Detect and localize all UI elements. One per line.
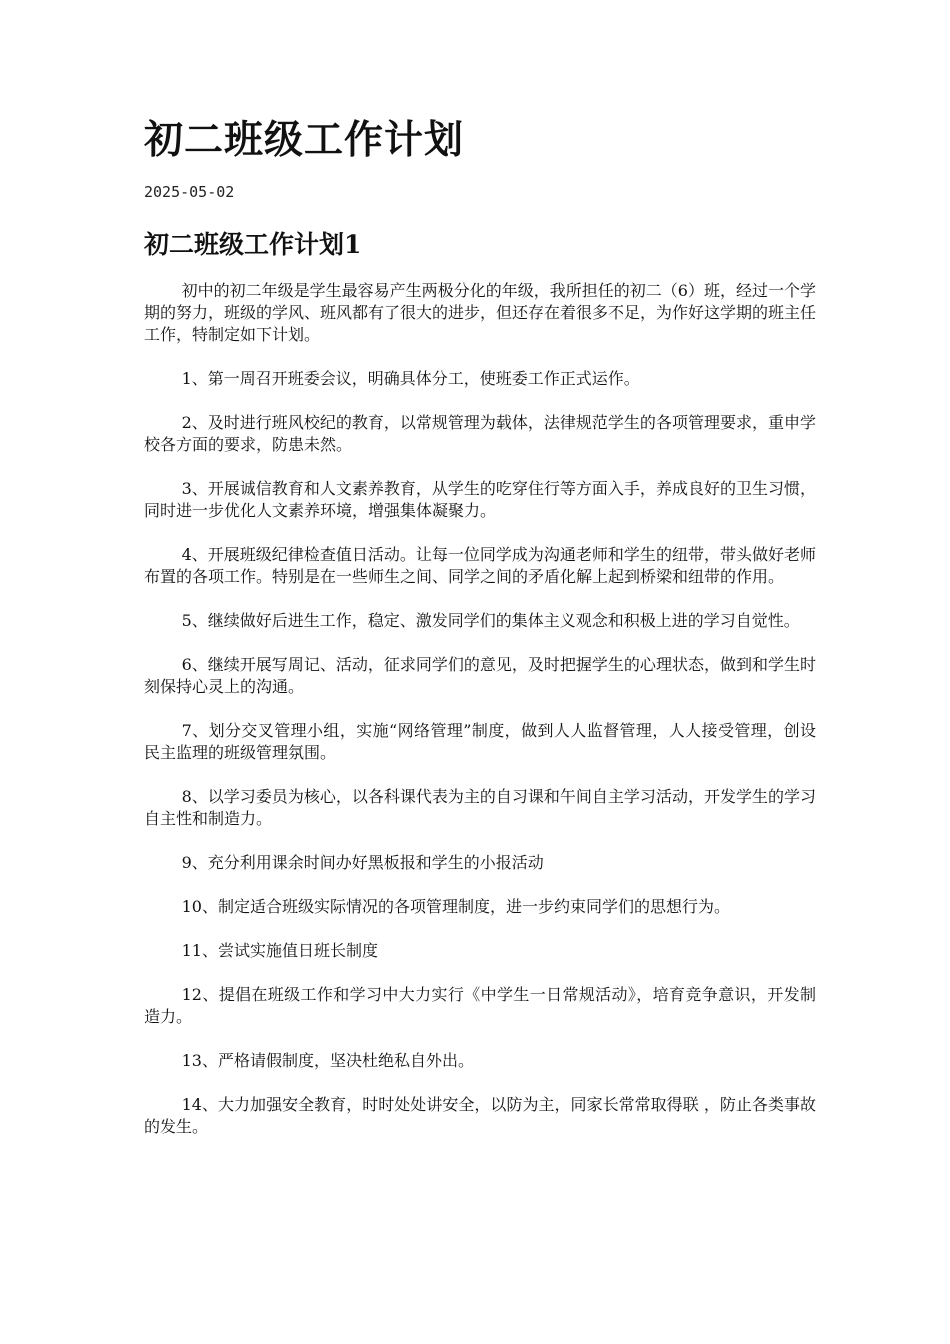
plan-item-5: 5、继续做好后进生工作，稳定、激发同学们的集体主义观念和积极上进的学习自觉性。: [181, 611, 800, 630]
plan-item-2: 2、及时进行班风校纪的教育，以常规管理为载体，法律规范学生的各项管理要求，重申学校各方面的要求，防患未然。: [144, 413, 816, 454]
document-page: [144, 110, 816, 1160]
plan-item-3: 3、开展诚信教育和人文素养教育，从学生的吃穿住行等方面入手，养成良好的卫生习惯，同时进一步优化人文素养环境，增强集体凝聚力。: [144, 479, 816, 520]
plan-item-8: 8、以学习委员为核心，以各科课代表为主的自习课和午间自主学习活动，开发学生的学习自主性和制造力。: [144, 787, 816, 828]
plan-item-9: 9、充分利用课余时间办好黑板报和学生的小报活动: [181, 853, 544, 872]
section-title: 初二班级工作计划1: [144, 230, 362, 259]
plan-item-1: 1、第一周召开班委会议，明确具体分工，使班委工作正式运作。: [181, 369, 640, 388]
plan-item-12: 12、提倡在班级工作和学习中大力实行《中学生一日常规活动》，培育竞争意识，开发制造力。: [144, 985, 816, 1026]
plan-item-13: 13、严格请假制度，坚决杜绝私自外出。: [181, 1051, 474, 1070]
intro-paragraph: 初中的初二年级是学生最容易产生两极分化的年级，我所担任的初二（6）班，经过一个学期的努力，班级的学风、班风都有了很大的进步，但还存在着很多不足，为作好这学期的班主任工作，特制定如下计划。: [144, 281, 817, 344]
plan-item-4: 4、开展班级纪律检查值日活动。让每一位同学成为沟通老师和学生的纽带，带头做好老师布置的各项工作。特别是在一些师生之间、同学之间的矛盾化解上起到桥梁和纽带的作用。: [144, 545, 816, 586]
document-date: 2025-05-02: [144, 183, 235, 201]
plan-item-7: 7、划分交叉管理小组，实施“网络管理”制度，做到人人监督管理，人人接受管理，创设民主监理的班级管理氛围。: [144, 721, 816, 762]
document-title: 初二班级工作计划: [144, 117, 465, 163]
plan-item-6: 6、继续开展写周记、活动，征求同学们的意见，及时把握学生的心理状态，做到和学生时刻保持心灵上的沟通。: [144, 655, 816, 696]
plan-item-14: 14、大力加强安全教育，时时处处讲安全，以防为主，同家长常常取得联 ，防止各类事故的发生。: [144, 1095, 816, 1136]
plan-item-11: 11、尝试实施值日班长制度: [181, 941, 378, 960]
plan-item-10: 10、制定适合班级实际情况的各项管理制度，进一步约束同学们的思想行为。: [181, 897, 730, 916]
